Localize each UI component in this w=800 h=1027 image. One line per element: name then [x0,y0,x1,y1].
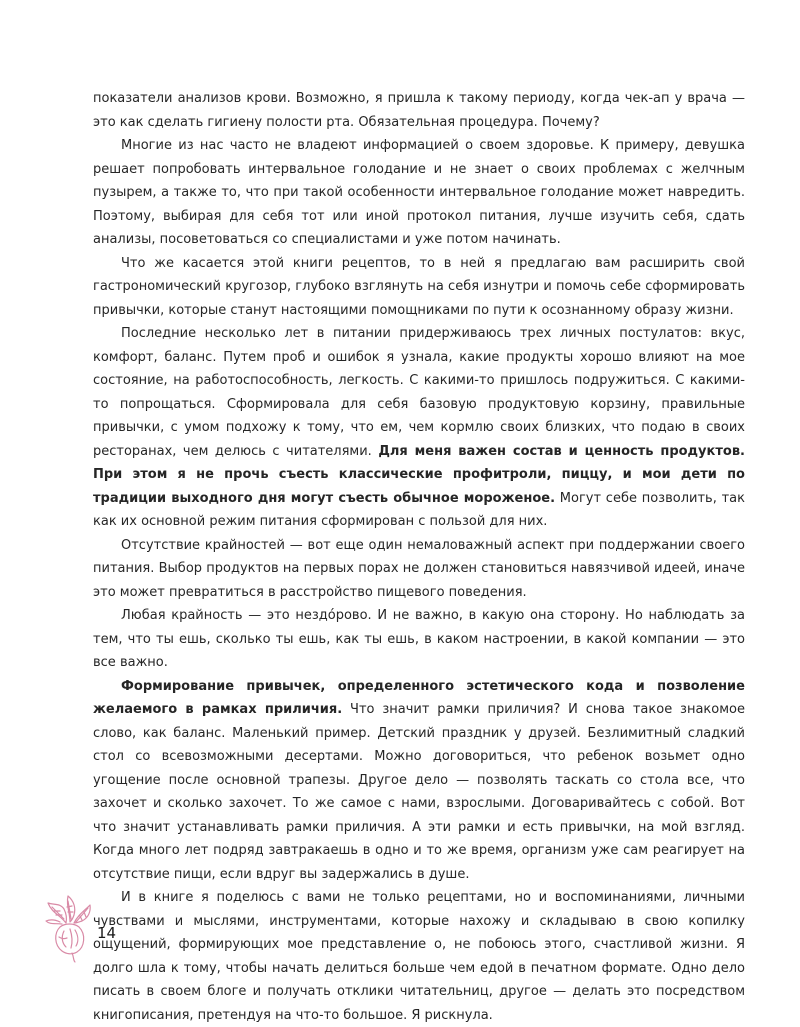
paragraph [93,604,745,675]
paragraph [93,134,745,252]
beet-icon [44,893,102,963]
text-run: Многие из нас часто не владеют информацией о своем здоровье. К примеру, девушка решает попробовать интервальное голодание и не знает о своих проблемах с желчным пузырем, а также то, что при такой особенности интервальное голодание может навредить. Поэтому, выбирая для себя тот или иной протокол питания, лучше изучить себя, сдать анализы, посоветоваться со специалистами и уже потом начинать. [93,138,745,247]
paragraph [93,322,745,534]
text-run: Любая крайность — это нездо́рово. И не важно, в какую она сторону. Но наблюдать за тем, что ты ешь, сколько ты ешь, как ты ешь, в каком настроении, в какой компании — это все важно. [93,608,745,670]
text-run: показатели анализов крови. Возможно, я пришла к такому периоду, когда чек-ап у врача — это как сделать гигиену полости рта. Обязательная процедура. Почему? [93,91,745,130]
text-run: Что же касается этой книги рецептов, то в ней я предлагаю вам расширить свой гастрономический кругозор, глубоко взглянуть на себя изнутри и помочь себе сформировать привычки, которые станут настоящими помощниками по пути к осознанному образу жизни. [93,255,745,318]
paragraph [93,675,745,887]
body-text [93,87,745,1027]
text-run: Последние несколько лет в питании придерживаюсь трех личных постулатов: вкус, комфорт, баланс. Путем проб и ошибок я узнала, какие продукты хорошо влияют на мое состояние, на работоспособность, легкость. С какими-то пришлось подружиться. С какими-то попрощаться. Сформировала для себя базовую продуктовую корзину, правильные привычки, с умом подхожу к тому, что ем, чем кормлю своих близких, что подаю в своих ресторанах, чем делюсь с читателями. [93,326,745,459]
text-run: И в книге я поделюсь с вами не только рецептами, но и воспоминаниями, личными чувствами и мыслями, инструментами, которые нахожу и складываю в свою копилку ощущений, формирующих мое представление о, не побоюсь этого, счастливой жизни. Я долго шла к тому, чтобы начать делиться больше чем едой в печатном формате. Одно дело писать в своем блоге и получать отклики читательниц, другое — делать это посредством книгописания, претендуя на что-то большое. Я рискнула. [93,890,745,1023]
paragraph [93,252,745,323]
text-run: Могут себе позволить, так как их основной режим питания сформирован с пользой для них. [93,490,745,529]
bold-text: Для меня важен состав и ценность продуктов. При этом я не прочь съесть классические профитроли, пиццу, и мои дети по традиции выходного дня могут съесть обычное мороженое. [93,443,745,506]
paragraph [93,886,745,1027]
text-run: Что значит рамки приличия? И снова такое знакомое слово, как баланс. Маленький пример. Детский праздник у друзей. Безлимитный сладкий стол со всевозможными десертами. Можно договориться, что ребенок возьмет одно угощение после основной трапезы. Другое дело — позволять таскать со стола все, что захочет и сколько захочет. То же самое с нами, взрослыми. Договаривайтесь с собой. Вот что значит устанавливать рамки приличия. А эти рамки и есть привычки, на мой взгляд. Когда много лет подряд завтракаешь в одно и то же время, организм уже сам реагирует на отсутствие пищи, если вдруг вы задержались в душе. [93,702,746,882]
bold-text: Формирование привычек, определенного эстетического кода и позволение желаемого в рамках приличия. [93,678,745,717]
page-number: 14 [97,924,117,942]
text-run: Отсутствие крайностей — вот еще один немаловажный аспект при поддержании своего питания. Выбор продуктов на первых порах не должен становиться навязчивой идеей, иначе это может превратиться в расстройство пищевого поведения. [93,537,745,600]
paragraph [93,534,745,605]
paragraph [93,87,745,134]
